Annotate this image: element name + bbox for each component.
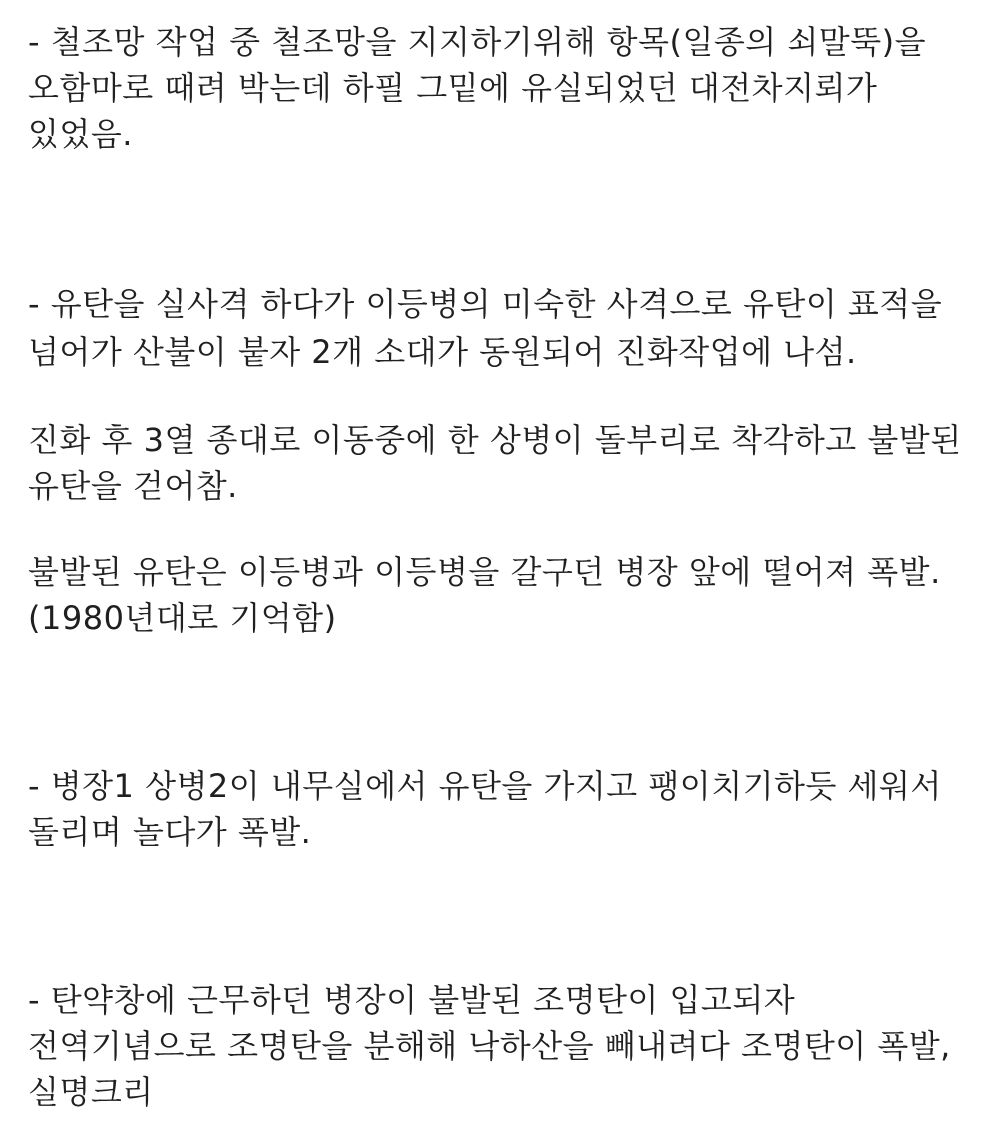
paragraph-2-line-2: 넘어가 산불이 붙자 2개 소대가 동원되어 진화작업에 나섬. <box>28 333 857 371</box>
paragraph-2-line-1: - 유탄을 실사격 하다가 이등병의 미숙한 사격으로 유탄이 표적을 <box>28 285 943 323</box>
paragraph-6-line-3: 실명크리 <box>28 1073 154 1111</box>
paragraph-6-line-1: - 탄약창에 근무하던 병장이 불발된 조명탄이 입고되자 <box>28 981 796 1019</box>
paragraph-3-line-2: 유탄을 걷어참. <box>28 467 238 505</box>
paragraph-1-line-3: 있었음. <box>28 115 133 153</box>
paragraph-4-line-1: 불발된 유탄은 이등병과 이등병을 갈구던 병장 앞에 떨어져 폭발. <box>28 553 941 591</box>
paragraph-5-line-2: 돌리며 놀다가 폭발. <box>28 813 312 851</box>
paragraph-6-line-2: 전역기념으로 조명탄을 분해해 낙하산을 빼내려다 조명탄이 폭발, <box>28 1027 951 1065</box>
paragraph-1-line-1: - 철조망 작업 중 철조망을 지지하기위해 항목(일종의 쇠말뚝)을 <box>28 23 927 61</box>
paragraph-4-line-2: (1980년대로 기억함) <box>28 599 337 637</box>
paragraph-5-line-1: - 병장1 상병2이 내무실에서 유탄을 가지고 팽이치기하듯 세워서 <box>28 767 942 805</box>
paragraph-3-line-1: 진화 후 3열 종대로 이동중에 한 상병이 돌부리로 착각하고 불발된 <box>28 421 962 459</box>
paragraph-1-line-2: 오함마로 때려 박는데 하필 그밑에 유실되었던 대전차지뢰가 <box>28 69 878 107</box>
